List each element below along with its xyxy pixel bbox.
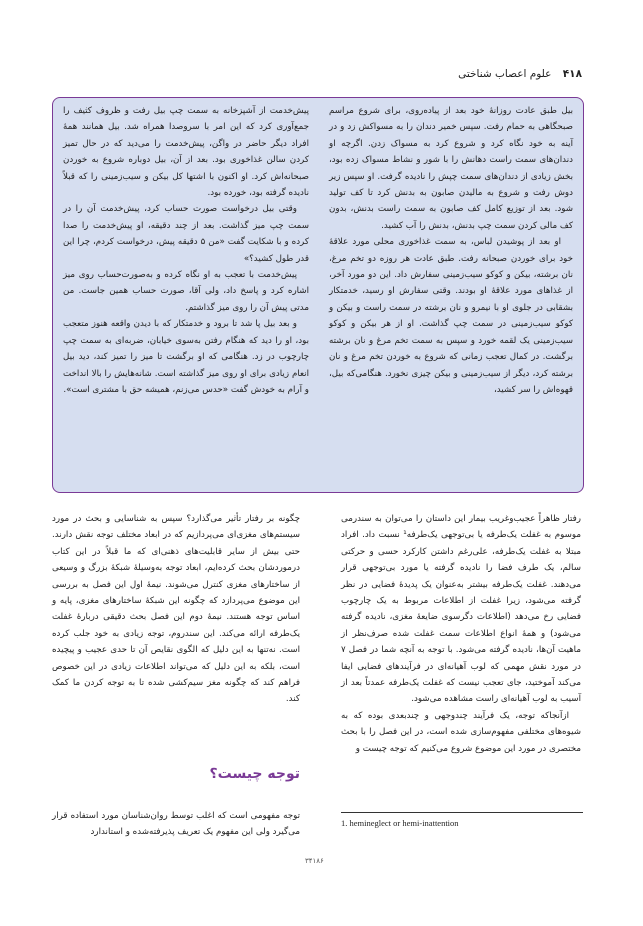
case-study-column-left (63, 103, 309, 398)
footnote-divider (341, 812, 583, 813)
case-paragraph: پیش‌خدمت از آشپزخانه به سمت چپ بیل رفت و ظروف کثیف را جمع‌آوری کرد که این امر با سروصدا همراه شد. بیل همانند همهٔ افراد دیگر حاضر در واگن، پیش‌خدمت را می‌دید که در حال تمیز کردن سالن غذاخوری بود. بعد از آن، بیل دوباره شروع به خوردن صبحانه‌اش کرد. او اکنون با اشتها کل بیکن و سیب‌زمینی را که قبلاً نادیده گرفته بود، خورده بود. (63, 106, 309, 199)
body-paragraph: رفتار ظاهراً عجیب‌وغریب بیمار این داستان را می‌توان به سندرمی موسوم به غفلت یک‌طرفه یا بی‌توجهی یک‌طرفه¹ نسبت داد. افراد مبتلا به غفلت یک‌طرفه، علی‌رغم داشتن کارکرد حسی و حرکتی سالم، یک طرف فضا را نادیده گرفته یا مورد بی‌توجهی قرار می‌دهند. غفلت یک‌طرفه بیشتر به‌عنوان یک پدیدهٔ فضایی در نظر گرفته می‌شود، زیرا غفلت از اطلاعات مربوط به یک چارچوب فضایی رخ می‌دهد (اطلاعات دگرسوی ضایعهٔ مغزی، نادیده گرفته می‌شود) و همهٔ انواع اطلاعات سمت غفلت شده صرف‌نظر از ماهیت آن‌ها، نادیده گرفته می‌شود. با توجه به آنچه شما در فصل ۷ در مورد نقش مهمی که لوب آهیانه‌ای در فرآیندهای فضایی ایفا می‌کند آموختید، جای تعجب نیست که غفلت یک‌طرفه عمدتاً بعد از آسیب به لوب آهیانه‌ای راست مشاهده می‌شود. (341, 514, 581, 705)
case-paragraph: پیش‌خدمت با تعجب به او نگاه کرده و به‌صورت‌حساب روی میز اشاره کرد و پاسخ داد، ولی آقا، صورت حساب همین جاست. من مدتی پیش آن را روی میز گذاشتم. (63, 270, 309, 313)
case-study-column-right (329, 103, 573, 398)
case-study-box (52, 97, 584, 493)
case-paragraph: او بعد از پوشیدن لباس، به سمت غذاخوری محلی مورد علاقهٔ خود برای خوردن صبحانه رفت. طبق عادت هر روزه دو تخم مرغ، نان برشته، بیکن و کوکو سیب‌زمینی سفارش داد. این دو مورد آخر، از غذاهای مورد علاقهٔ او بودند. وقتی سفارش او رسید، خدمتکار بشقابی در جلوی او با نیمرو و نان برشته در سمت راست و بیکن و کوکو سیب‌زمینی در سمت چپ گذاشت. او از هر بیکن و کوکو سیب‌زمینی یک لقمه خورد و سپس به سمت تخم مرغ و نان برشته برگشت. در کمال تعجب زمانی که شروع به خوردن تخم مرغ و نان برشته کرد، دیگر از سیب‌زمینی و بیکن چیزی نخورد. هنگامی‌که بیل، قهوه‌اش را سر کشید، (329, 237, 573, 395)
page-number: ۴۱۸ (562, 68, 582, 80)
body-paragraph: چگونه بر رفتار تأثیر می‌گذارد؟ سپس به شناسایی و بحث در مورد سیستم‌های مغزی‌ای می‌پردازیم که در ابعاد مختلف توجه نقش دارند. حتی بیش از سایر قابلیت‌های ذهنی‌ای که ما قبلاً در این کتاب درمورد‌شان بحث کرده‌ایم، ابعاد توجه به‌وسیلهٔ شبکهٔ بزرگ و وسیعی از ساختارهای مغزی کنترل می‌شوند. نیمهٔ اول این فصل به بررسی این موضوع می‌پردازد که چگونه این شبکهٔ ساختارهای مغزی، پایه و اساس توجه هستند. نیمهٔ دوم این فصل بحث دقیقی دربارهٔ غفلت یک‌طرفه ارائه می‌کند. این سندروم، توجه زیادی به خود جلب کرده است. نه‌تنها به این دلیل که الگوی نقایص آن تا حدی عجیب و پیچیده است، بلکه به این دلیل که می‌تواند اطلاعات زیادی در این خصوص فراهم کند که چگونه مغز سیم‌کشی شده تا به توجه کردن ما کمک کند. (52, 514, 300, 705)
body-column-right (341, 511, 581, 757)
page-reference: ۳۴۱۸۶ (305, 857, 324, 865)
footnote: 1. hemineglect or hemi-inattention (341, 818, 459, 828)
body-paragraph: ازآنجاکه توجه، یک فرآیند چندوجهی و چندبعدی بوده که به شیوه‌های مختلفی مفهوم‌سازی شده است، در این فصل را با بحث مختصری در مورد این موضوع شروع می‌کنیم که توجه چیست و (341, 710, 581, 754)
section-paragraph: توجه مفهومی است که اغلب توسط روان‌شناسان مورد استفاده قرار می‌گیرد ولی این مفهوم یک تعریف پذیرفته‌شده و استاندارد (52, 811, 300, 838)
body-column-left (52, 511, 300, 708)
case-paragraph: بیل طبق عادت روزانهٔ خود بعد از پیاده‌روی، برای شروع مراسم صبحگاهی به حمام رفت. سپس خمیر دندان را به مسواکش زد و در آینه به خود نگاه کرد و شروع کرد به مسواک زدن. اگرچه او دندان‌های سمت راست دهانش را با شور و نشاط مسواک زده بود، بخش زیادی از دندان‌های سمت چپش را نادیده گرفت. او سپس زیر دوش رفت و شروع به مالیدن صابون به بدنش کرد تا کف تولید شود. بعد از توزیع کامل کف صابون به سمت راست بدنش، بدون کف مالی کردن سمت چپ بدنش، بدنش را آب کشید. (329, 106, 573, 231)
running-title: علوم اعصاب شناختی (458, 68, 552, 80)
case-paragraph: و بعد بیل پا شد تا برود و خدمتکار که با دیدن واقعه هنوز متعجب بود، او را دید که هنگام رفتن به‌سوی خیابان، ضربه‌ای به سمت چپ چارچوب در زد. هنگامی که او برگشت تا میز را تمیز کند، دید بیل انعام زیادی برای او روی میز گذاشته است. شانه‌هایش را بالا انداخت و آرام به خودش گفت «حدس می‌زنم، همیشه حق با مشتری است». (63, 319, 309, 395)
section-heading: توجه چیست؟ (209, 766, 300, 782)
page-header (458, 68, 582, 80)
section-body (52, 808, 300, 841)
case-paragraph: وقتی بیل درخواست صورت حساب کرد، پیش‌خدمت آن را در سمت چپ میز گذاشت. بعد از چند دقیقه، او پیش‌خدمت را صدا کرده و با شکایت گفت «من ۵ دقیقه پیش، درخواست کردم، چرا این قدر طول کشید؟» (63, 204, 309, 264)
